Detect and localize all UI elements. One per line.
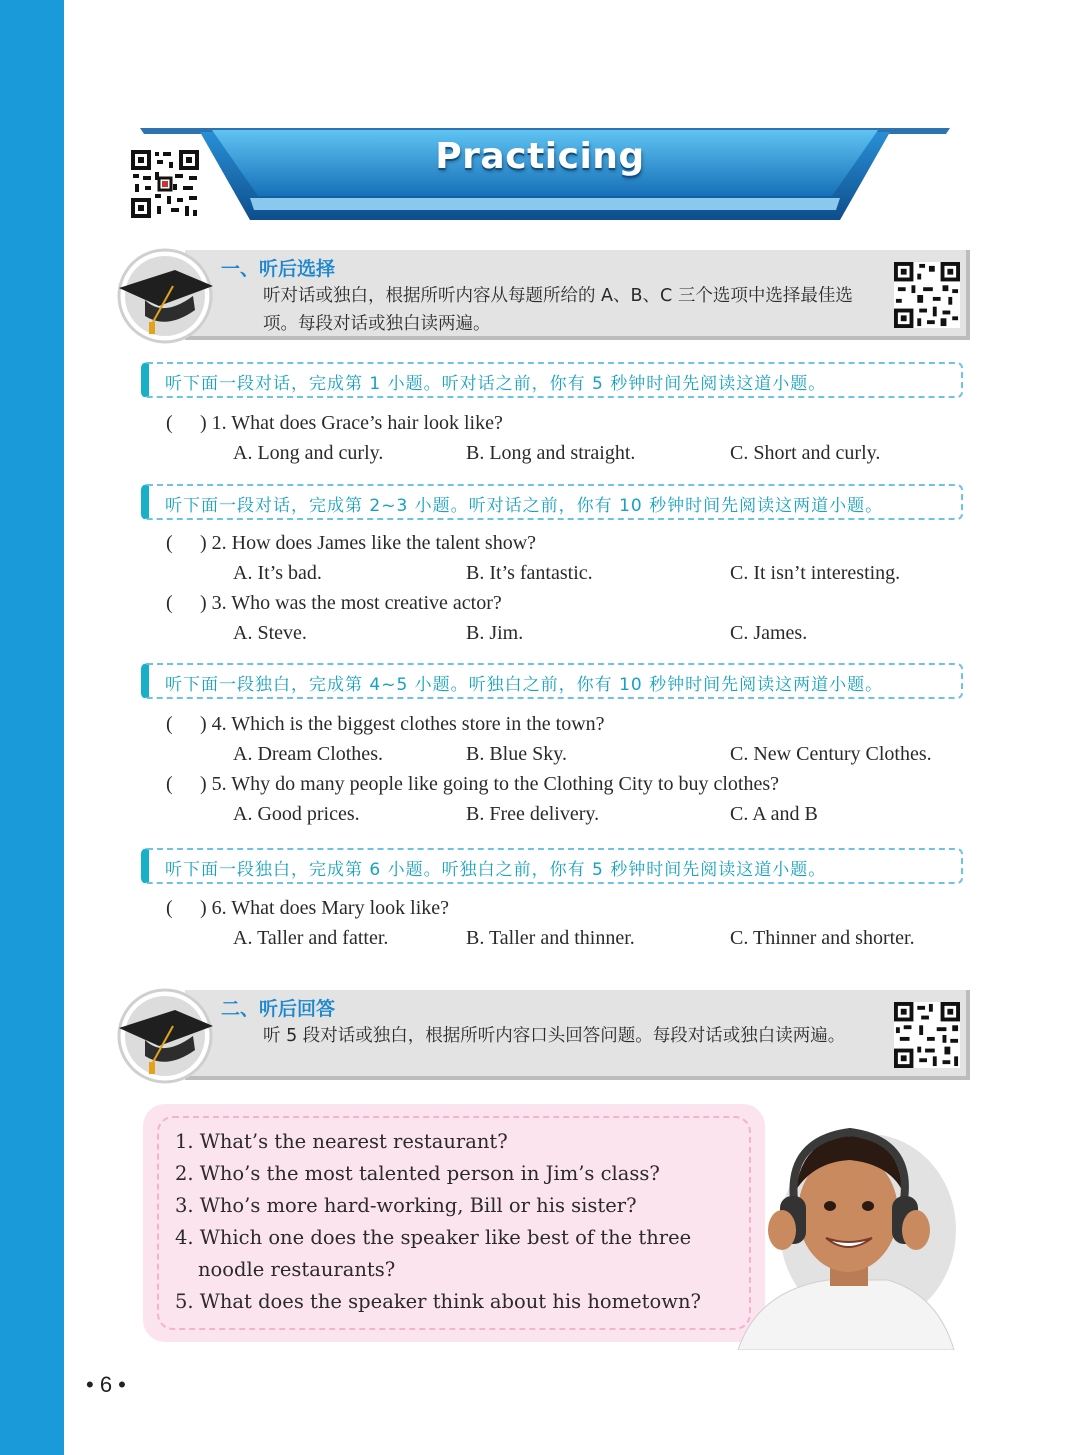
section-title: 二、听后回答 (221, 998, 336, 1020)
question-stem: ) 6. What does Mary look like? (200, 897, 450, 919)
option-c: C. A and B (730, 803, 818, 825)
instruction-bar-text: 听下面一段对话，完成第 1 小题。听对话之前，你有 5 秒钟时间先阅读这道小题。 (165, 374, 827, 394)
answer-blank[interactable]: ( (166, 897, 173, 919)
oral-question-3: 3. Who’s more hard-working, Bill or his sister? (175, 1194, 637, 1217)
oral-question-1: 1. What’s the nearest restaurant? (175, 1130, 508, 1153)
option-c: C. James. (730, 622, 808, 644)
question-stem: ) 3. Who was the most creative actor? (200, 592, 502, 614)
option-b: B. It’s fantastic. (466, 562, 593, 584)
qr-code-icon (894, 1002, 960, 1068)
section-header-listening-answer (115, 990, 970, 1080)
answer-blank[interactable]: ( (166, 412, 173, 434)
instruction-bar-text: 听下面一段独白，完成第 4~5 小题。听独白之前，你有 10 秒钟时间先阅读这两道小题。 (165, 675, 884, 695)
page-number: • 6 • (86, 1372, 126, 1397)
section-instruction: 听对话或独白，根据所听内容从每题所给的 A、B、C 三个选项中选择最佳选项。每段对话或独白读两遍。 (263, 286, 853, 334)
instruction-bar-text: 听下面一段独白，完成第 6 小题。听独白之前，你有 5 秒钟时间先阅读这道小题。 (165, 860, 827, 880)
option-b: B. Free delivery. (466, 803, 600, 825)
graduation-cap-icon (115, 244, 215, 344)
section-title: 一、听后选择 (221, 258, 336, 280)
answer-blank[interactable]: ( (166, 592, 173, 614)
qr-code-icon (894, 262, 960, 328)
boy-with-headphones-image (718, 1120, 968, 1350)
option-a: A. Taller and fatter. (233, 927, 389, 949)
question-stem: ) 1. What does Grace’s hair look like? (200, 412, 503, 434)
section-header-listening-choice (115, 250, 970, 340)
instruction-bar (141, 362, 963, 398)
question-stem: ) 2. How does James like the talent show? (200, 532, 537, 554)
option-c: C. It isn’t interesting. (730, 562, 901, 584)
option-b: B. Taller and thinner. (466, 927, 635, 949)
question-stem: ) 4. Which is the biggest clothes store in the town? (200, 713, 605, 735)
option-c: C. New Century Clothes. (730, 743, 932, 765)
question-stem: ) 5. Why do many people like going to the Clothing City to buy clothes? (200, 773, 780, 795)
section-instruction: 听 5 段对话或独白，根据所听内容口头回答问题。每段对话或独白读两遍。 (263, 1026, 846, 1046)
banner-title: Practicing (435, 136, 645, 177)
option-a: A. Long and curly. (233, 442, 384, 464)
instruction-bar-text: 听下面一段对话，完成第 2~3 小题。听对话之前，你有 10 秒钟时间先阅读这两道小题。 (165, 496, 884, 516)
option-a: A. Dream Clothes. (233, 743, 383, 765)
option-a: A. Good prices. (233, 803, 360, 825)
option-a: A. It’s bad. (233, 562, 322, 584)
option-a: A. Steve. (233, 622, 307, 644)
graduation-cap-icon (115, 984, 215, 1084)
instruction-bar (141, 848, 963, 884)
oral-question-4: 4. Which one does the speaker like best of the three (175, 1226, 692, 1249)
answer-blank[interactable]: ( (166, 773, 173, 795)
oral-question-5: 5. What does the speaker think about his hometown? (175, 1290, 701, 1313)
option-b: B. Long and straight. (466, 442, 636, 464)
option-c: C. Thinner and shorter. (730, 927, 915, 949)
oral-question-2: 2. Who’s the most talented person in Jim’s class? (175, 1162, 660, 1185)
instruction-bar (141, 484, 963, 520)
answer-blank[interactable]: ( (166, 532, 173, 554)
oral-question-4-continued: noodle restaurants? (198, 1258, 396, 1281)
instruction-bar (141, 663, 963, 699)
option-b: B. Blue Sky. (466, 743, 567, 765)
answer-blank[interactable]: ( (166, 713, 173, 735)
option-b: B. Jim. (466, 622, 524, 644)
side-color-bar (0, 0, 64, 1455)
option-c: C. Short and curly. (730, 442, 881, 464)
